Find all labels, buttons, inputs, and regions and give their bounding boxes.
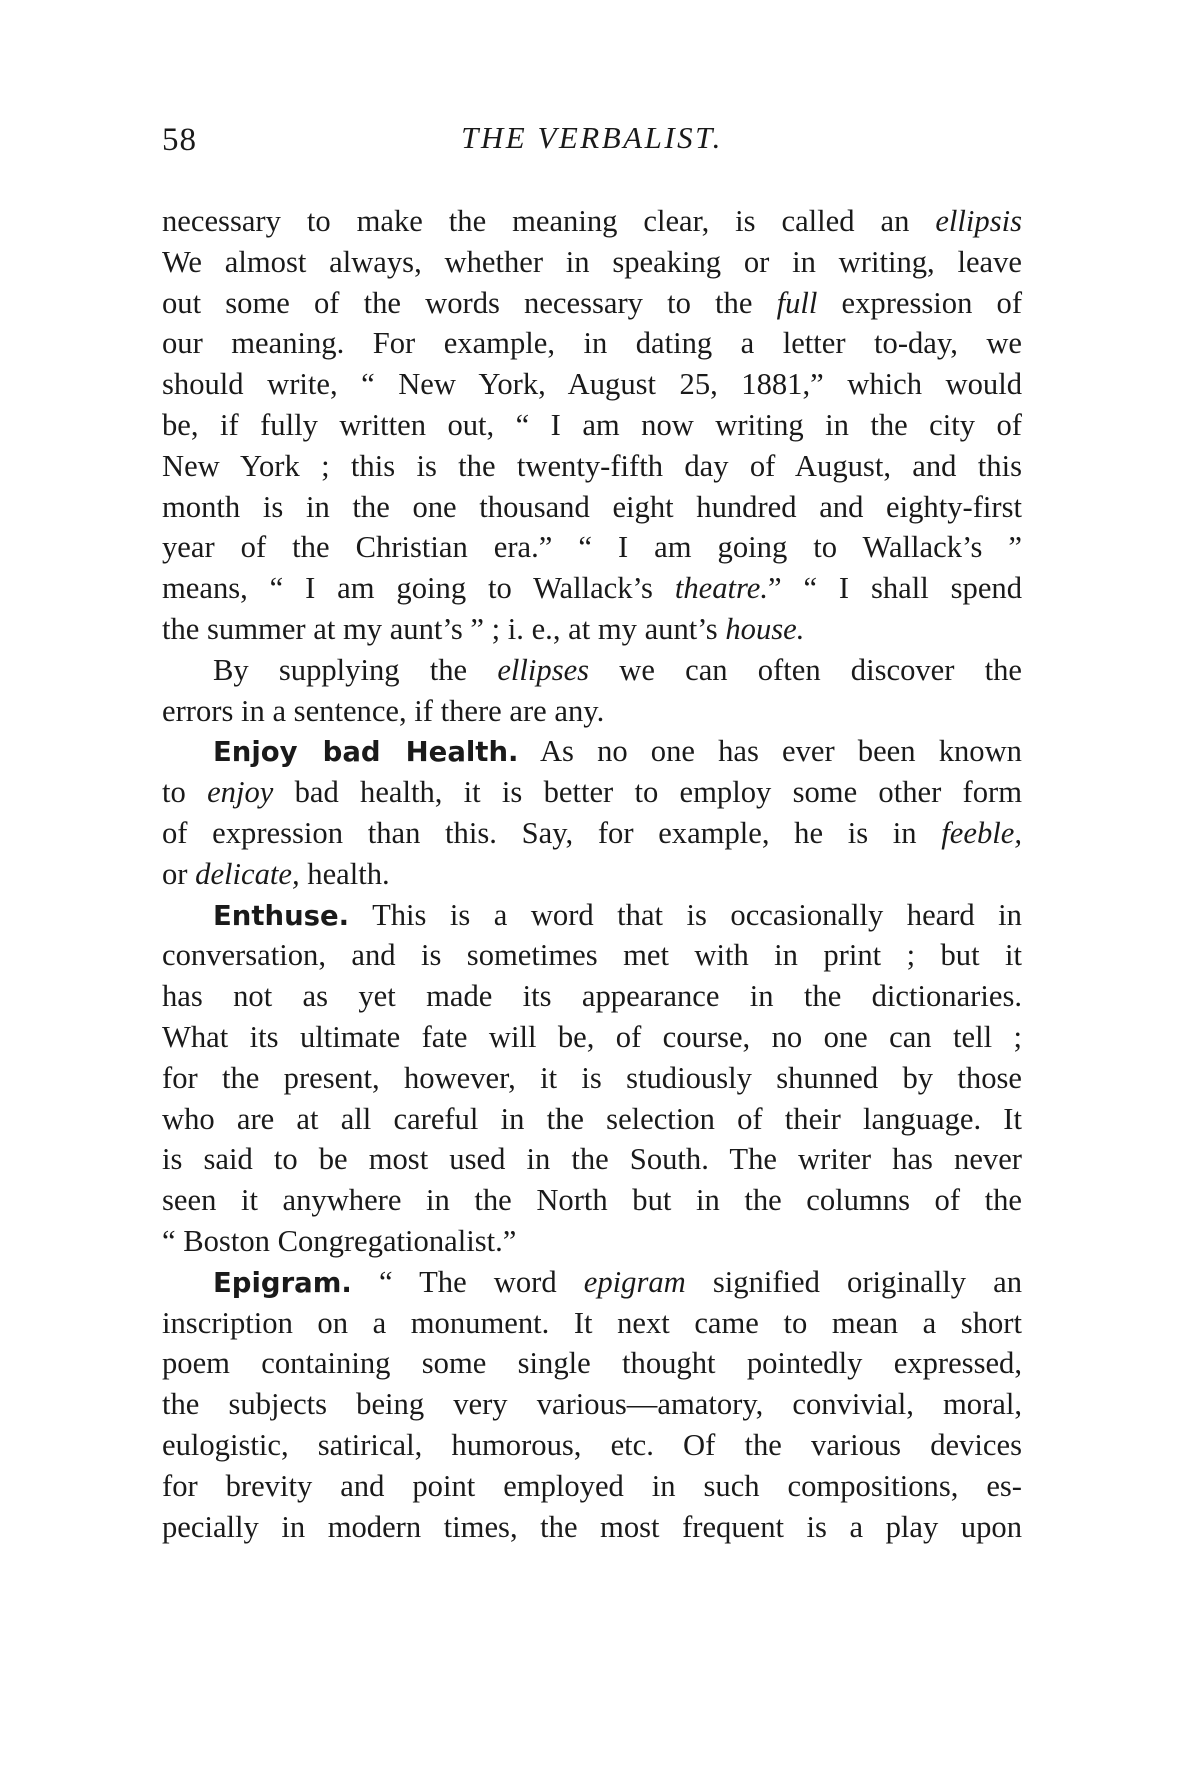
text-line: errors in a sentence, if there are any. bbox=[162, 693, 605, 728]
text-line: necessary to make the meaning clear, is called an ellipsis bbox=[162, 204, 1023, 238]
page-body bbox=[162, 201, 1022, 1547]
text-line: eulogistic, satirical, humorous, etc. Of the various devices bbox=[162, 1427, 1022, 1462]
text-line: is said to be most used in the South. The writer has never bbox=[162, 1142, 1022, 1177]
text-line: out some of the words necessary to the full expression of bbox=[162, 285, 1023, 320]
text-line: to enjoy bad health, it is better to employ some other form bbox=[162, 775, 1022, 810]
text-line: year of the Christian era.” “ I am going to Wallack’s ” bbox=[162, 530, 1022, 565]
text-line: seen it anywhere in the North but in the columns of the bbox=[162, 1183, 1022, 1218]
text-line: the subjects being very various—amatory, convivial, moral, bbox=[162, 1387, 1022, 1422]
text-line: poem containing some single thought pointedly expressed, bbox=[162, 1346, 1022, 1381]
entry-enthuse: Enthuse. This is a word that is occasionally heard in bbox=[213, 897, 1022, 932]
text-line: our meaning. For example, in dating a letter to-day, we bbox=[162, 326, 1022, 361]
text-line: conversation, and is sometimes met with in print ; but it bbox=[162, 938, 1022, 973]
text-line: for the present, however, it is studiously shunned by those bbox=[162, 1060, 1022, 1095]
page-number: 58 bbox=[162, 122, 197, 158]
text-line: for brevity and point employed in such compositions, es- bbox=[162, 1468, 1022, 1503]
text-line: month is in the one thousand eight hundred and eighty-first bbox=[162, 489, 1022, 524]
page-header bbox=[162, 110, 1022, 160]
entry-term: Epigram. bbox=[213, 1266, 352, 1299]
text-line: We almost always, whether in speaking or in writing, leave bbox=[162, 244, 1022, 279]
text-line: What its ultimate fate will be, of course, no one can tell ; bbox=[162, 1019, 1022, 1054]
entry-epigram: Epigram. “ The word epigram signified originally an bbox=[213, 1264, 1022, 1299]
text-line: the summer at my aunt’s ” ; i. e., at my aunt’s house. bbox=[162, 611, 805, 646]
entry-term: Enjoy bad Health. bbox=[213, 736, 519, 769]
running-title: THE VERBALIST. bbox=[461, 120, 723, 155]
text-line: of expression than this. Say, for example, he is in feeble, bbox=[162, 815, 1022, 850]
text-line: inscription on a monument. It next came to mean a short bbox=[162, 1305, 1022, 1340]
entry-enjoy-bad-health: Enjoy bad Health. As no one has ever been known bbox=[213, 734, 1022, 769]
text-line: or delicate, health. bbox=[162, 856, 390, 891]
text-line: pecially in modern times, the most frequent is a play upon bbox=[162, 1509, 1022, 1544]
text-line: should write, “ New York, August 25, 1881,” which would bbox=[162, 367, 1022, 402]
text-line: By supplying the ellipses we can often discover the bbox=[213, 652, 1022, 687]
entry-term: Enthuse. bbox=[213, 899, 350, 932]
text-line: be, if fully written out, “ I am now writing in the city of bbox=[162, 407, 1022, 442]
text-line: has not as yet made its appearance in the dictionaries. bbox=[162, 979, 1022, 1014]
text-line: means, “ I am going to Wallack’s theatre.” “ I shall spend bbox=[162, 571, 1022, 606]
text-line: who are at all careful in the selection of their language. It bbox=[162, 1101, 1022, 1136]
text-line: “ Boston Congregationalist.” bbox=[162, 1223, 517, 1258]
text-line: New York ; this is the twenty-fifth day of August, and this bbox=[162, 448, 1022, 483]
